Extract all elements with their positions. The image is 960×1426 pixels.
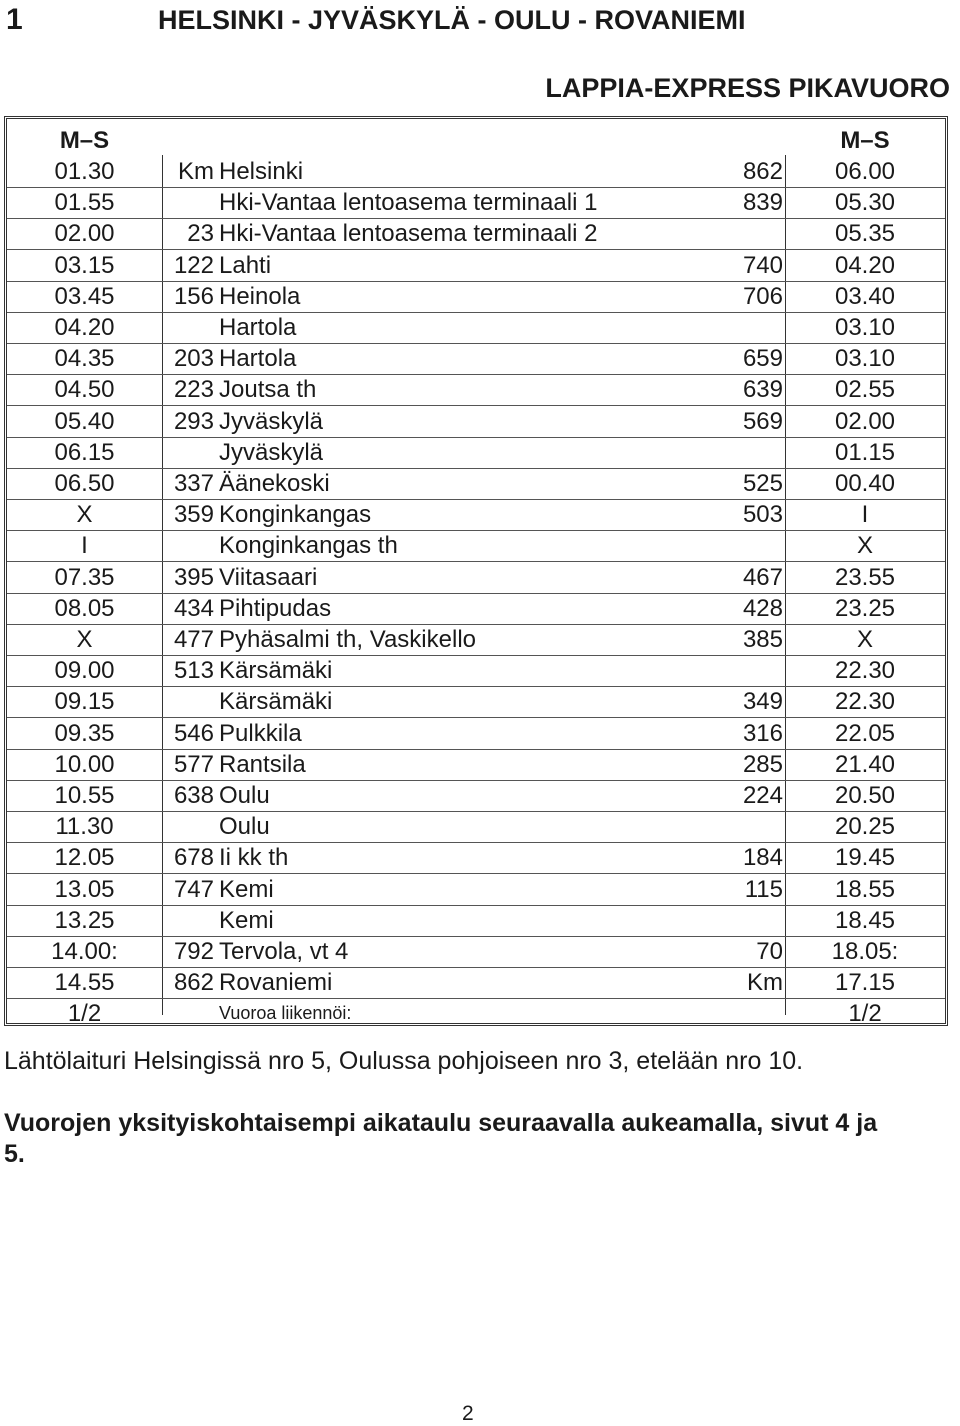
km-from-start: 513 <box>173 657 214 685</box>
km-to-end: 70 <box>756 938 783 965</box>
route-title: HELSINKI - JYVÄSKYLÄ - OULU - ROVANIEMI <box>158 5 746 35</box>
km-from-start: 122 <box>173 251 214 279</box>
return-time: 22.05 <box>834 719 896 747</box>
km-from-start: 434 <box>173 594 214 622</box>
km-to-end: 639 <box>742 376 783 404</box>
return-time: 20.25 <box>834 813 896 841</box>
return-time: I <box>861 501 869 529</box>
stop-name: Hartola <box>219 345 297 373</box>
table-row <box>7 655 945 687</box>
table-row <box>7 406 945 438</box>
km-to-end: 659 <box>742 345 783 373</box>
route-number: 1 <box>6 3 23 36</box>
stop-name: Jyväskylä <box>219 438 324 466</box>
km-from-start: 156 <box>173 282 214 310</box>
stop-name: Oulu <box>219 782 270 809</box>
return-time: 18.05: <box>831 938 899 965</box>
table-row <box>7 874 945 906</box>
stop-name: Hartola <box>219 314 297 341</box>
departure-time: 04.35 <box>54 345 115 373</box>
table-row <box>7 593 945 625</box>
return-time: 03.10 <box>834 314 896 341</box>
table-row <box>7 967 945 999</box>
km-to-end: Km <box>747 969 783 997</box>
return-time: 05.30 <box>834 189 896 217</box>
table-row <box>7 187 945 219</box>
departure-time: 01.30 <box>54 158 115 185</box>
more-info-note: Vuorojen yksityiskohtaisempi aikataulu seuraavalla aukeamalla, sivut 4 ja 5. <box>4 1109 878 1168</box>
stop-name: Helsinki <box>219 158 304 185</box>
km-to-end: 467 <box>742 563 783 591</box>
stop-name: Rovaniemi <box>219 969 333 997</box>
departure-time: 11.30 <box>55 813 114 841</box>
table-row <box>7 562 945 594</box>
departure-time: 05.40 <box>54 407 115 435</box>
return-time: 01.15 <box>834 438 896 466</box>
stop-name: Rantsila <box>219 750 306 778</box>
table-row <box>7 905 945 937</box>
stop-name: Äänekoski <box>219 470 330 497</box>
return-time: 22.30 <box>834 688 896 716</box>
day-right: M–S <box>840 127 890 154</box>
return-time: 18.45 <box>834 906 896 934</box>
return-time: 20.50 <box>834 782 896 809</box>
stop-name: Jyväskylä <box>219 407 324 435</box>
departure-time: 01.55 <box>54 189 115 217</box>
table-row <box>7 499 945 531</box>
return-time: 02.55 <box>834 376 896 404</box>
return-time: X <box>856 532 873 560</box>
return-time: 02.00 <box>834 407 896 435</box>
stop-name: Joutsa th <box>219 376 317 404</box>
km-to-end: 184 <box>742 844 783 872</box>
table-row <box>7 156 945 188</box>
return-time: 17.15 <box>834 969 896 997</box>
departure-time: 04.50 <box>54 376 115 404</box>
table-row <box>7 749 945 781</box>
stop-name: Heinola <box>219 282 301 310</box>
return-time: 05.35 <box>834 220 896 248</box>
stop-name: Tervola, vt 4 <box>219 938 349 965</box>
km-to-end: 839 <box>742 189 783 217</box>
km-from-start: 546 <box>173 719 214 747</box>
day-left: M–S <box>59 127 110 154</box>
timetable <box>4 116 948 1026</box>
departure-time: I <box>81 532 88 560</box>
km-from-start: Km <box>178 158 214 185</box>
departure-time: X <box>76 626 93 653</box>
km-from-start: 293 <box>173 407 214 435</box>
km-to-end: 569 <box>742 407 783 435</box>
departure-time: 14.00: <box>51 938 118 965</box>
service-name: LAPPIA-EXPRESS PIKAVUORO <box>545 73 950 103</box>
return-time: 23.55 <box>834 563 896 591</box>
table-row <box>7 250 945 282</box>
stop-name: Kemi <box>219 875 274 903</box>
platform-note: Lähtölaituri Helsingissä nro 5, Oulussa pohjoiseen nro 3, etelään nro 10. <box>4 1047 804 1075</box>
return-time: 00.40 <box>834 470 896 497</box>
km-from-start: 395 <box>173 563 214 591</box>
km-from-start: 577 <box>173 750 214 778</box>
table-row <box>7 842 945 874</box>
departure-time: 02.00 <box>54 220 115 248</box>
km-from-start: 747 <box>173 875 214 903</box>
departure-time: 14.55 <box>54 969 115 997</box>
return-time: 06.00 <box>834 158 896 185</box>
return-time: 18.55 <box>834 875 896 903</box>
stop-name: Konginkangas <box>219 501 372 529</box>
table-row <box>7 624 945 656</box>
departure-time: 09.00 <box>54 657 115 685</box>
departure-time: 13.05 <box>54 875 115 903</box>
stop-name: Pihtipudas <box>219 594 332 622</box>
km-from-start: 203 <box>173 345 214 373</box>
departure-time: 12.05 <box>54 844 115 872</box>
departure-time: 10.00 <box>54 750 115 778</box>
departure-time: 04.20 <box>54 314 115 341</box>
km-to-end: 503 <box>742 501 783 529</box>
stop-name: Lahti <box>219 251 272 279</box>
table-row <box>7 437 945 469</box>
km-from-start: 792 <box>173 938 214 965</box>
table-row <box>7 718 945 750</box>
stop-name: Viitasaari <box>219 563 318 591</box>
stop-name: Konginkangas th <box>219 532 398 560</box>
departure-time: 13.25 <box>54 906 115 934</box>
return-time: 03.40 <box>834 282 896 310</box>
km-to-end: 428 <box>742 594 783 622</box>
stop-name: Kärsämäki <box>219 688 333 716</box>
km-from-start: 678 <box>173 844 214 872</box>
return-time: X <box>856 626 873 653</box>
departure-time: 06.15 <box>54 438 115 466</box>
timetable-footer-row <box>7 998 945 1029</box>
return-time: 21.40 <box>834 750 896 778</box>
km-from-start: 477 <box>173 626 214 653</box>
km-to-end: 862 <box>742 158 783 185</box>
departure-time: X <box>76 501 93 529</box>
stop-name: Oulu <box>219 813 270 841</box>
return-time: 03.10 <box>834 345 896 373</box>
km-to-end: 316 <box>742 719 783 747</box>
return-time: 22.30 <box>834 657 896 685</box>
return-time: 23.25 <box>834 594 896 622</box>
stop-name: Hki-Vantaa lentoasema terminaali 1 <box>219 189 598 217</box>
departure-time: 09.15 <box>54 688 115 716</box>
return-time: 19.45 <box>834 844 896 872</box>
table-row <box>7 312 945 344</box>
table-row <box>7 530 945 562</box>
return-time: 04.20 <box>834 251 896 279</box>
km-from-start: 638 <box>173 782 214 809</box>
stop-name: Kemi <box>219 906 274 934</box>
table-row <box>7 343 945 375</box>
stop-name: Ii kk th <box>219 844 289 872</box>
km-to-end: 349 <box>742 688 783 716</box>
km-to-end: 115 <box>744 875 783 903</box>
departure-time: 10.55 <box>54 782 115 809</box>
km-from-start: 862 <box>173 969 214 997</box>
table-row <box>7 468 945 500</box>
stop-name: Hki-Vantaa lentoasema terminaali 2 <box>219 220 598 248</box>
footer-right: 1/2 <box>848 1000 882 1028</box>
km-from-start: 359 <box>173 501 214 529</box>
page-number: 2 <box>462 1402 474 1425</box>
departure-time: 03.15 <box>54 251 115 279</box>
departure-time: 06.50 <box>54 470 115 497</box>
table-row <box>7 811 945 843</box>
departure-time: 03.45 <box>54 282 115 310</box>
km-from-start: 337 <box>173 470 214 497</box>
stop-name: Pyhäsalmi th, Vaskikello <box>219 626 476 653</box>
table-row <box>7 936 945 968</box>
timetable-header-row <box>7 125 945 156</box>
departure-time: 09.35 <box>54 719 115 747</box>
table-row <box>7 281 945 313</box>
table-row <box>7 218 945 250</box>
km-to-end: 740 <box>742 251 783 279</box>
km-to-end: 224 <box>742 782 783 809</box>
stop-name: Pulkkila <box>219 719 302 747</box>
km-to-end: 525 <box>742 470 783 497</box>
km-from-start: 223 <box>173 376 214 404</box>
operator-label: Vuoroa liikennöi: <box>219 1003 352 1024</box>
stop-name: Kärsämäki <box>219 657 333 685</box>
footer-left: 1/2 <box>67 1000 102 1028</box>
departure-time: 08.05 <box>54 594 115 622</box>
departure-time: 07.35 <box>54 563 115 591</box>
table-row <box>7 686 945 718</box>
km-from-start: 23 <box>187 220 214 248</box>
km-to-end: 706 <box>742 282 783 310</box>
km-to-end: 285 <box>742 750 783 778</box>
km-to-end: 385 <box>742 626 783 653</box>
table-row <box>7 780 945 812</box>
table-row <box>7 374 945 406</box>
